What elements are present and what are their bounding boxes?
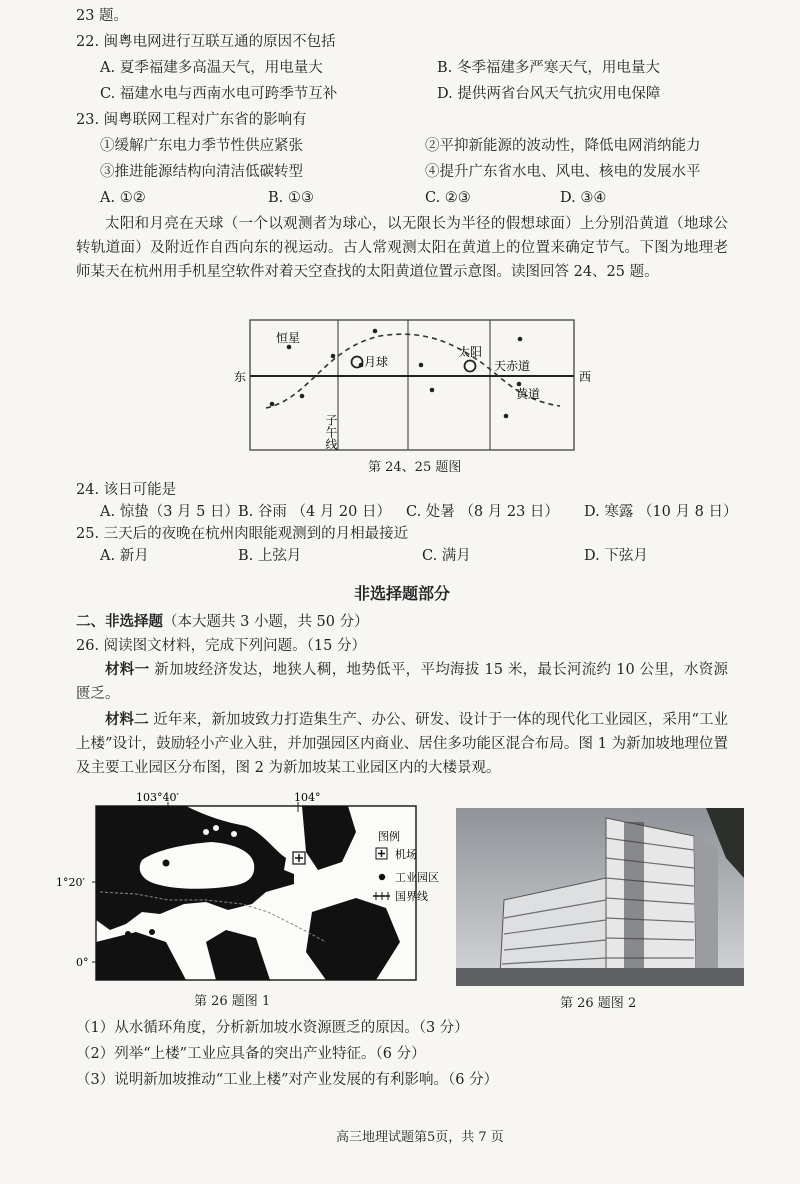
building-illustration — [456, 808, 744, 986]
legend-airport-label: 机场 — [395, 848, 417, 861]
industrial-park-point — [125, 931, 131, 937]
material-1-text: 新加坡经济发达，地狭人稠，地势低平，平均海拔 15 米，最长河流约 10 公里，水资源匮乏。 — [76, 662, 729, 702]
q23-statement-4: ④提升广东省水电、风电、核电的发展水平 — [425, 164, 701, 180]
section2-note: （本大题共 3 小题，共 50 分） — [163, 614, 369, 630]
q23-option-b: B. ①③ — [268, 190, 314, 206]
figure-24-25-caption: 第 24、25 题图 — [368, 460, 462, 475]
industrial-park-point — [149, 929, 155, 935]
star-point — [287, 345, 292, 350]
star-point — [270, 402, 275, 407]
section2-heading: 二、非选择题 — [76, 613, 163, 630]
industrial-park-point — [203, 829, 210, 836]
material-2-label: 材料二 — [105, 711, 149, 728]
star-point — [331, 354, 336, 359]
q26-sub-2: （2）列举“上楼”工业应具备的突出产业特征。（6 分） — [76, 1046, 426, 1062]
ecliptic-diagram — [220, 318, 600, 458]
q22-stem: 22. 闽粤电网进行互联互通的原因不包括 — [76, 34, 336, 50]
q25-option-d: D. 下弦月 — [584, 548, 648, 564]
q23-option-c: C. ②③ — [425, 190, 471, 206]
industrial-park-point — [251, 843, 258, 850]
q22-option-c: C. 福建水电与西南水电可跨季节互补 — [100, 86, 338, 102]
legend-title: 图例 — [378, 830, 400, 843]
q23-statement-3: ③推进能源结构向清洁低碳转型 — [100, 164, 303, 180]
industrial-park-point — [267, 875, 274, 882]
lat-label-2: 0° — [76, 956, 89, 969]
carryover-text: 23 题。 — [76, 8, 129, 24]
section-title: 非选择题部分 — [354, 584, 451, 603]
q23-stem: 23. 闽粤联网工程对广东省的影响有 — [76, 112, 307, 128]
material-1 — [76, 658, 728, 706]
q25-option-c: C. 满月 — [422, 548, 471, 564]
q24-option-c: C. 处暑 （8 月 23 日） — [406, 504, 559, 520]
q25-stem: 25. 三天后的夜晚在杭州肉眼能观测到的月相最接近 — [76, 526, 409, 542]
map-caption: 第 26 题图 1 — [194, 994, 271, 1009]
star-label: 恒星 — [276, 331, 301, 345]
sun-icon — [465, 361, 476, 372]
industrial-park-point — [231, 831, 238, 838]
q25-option-b: B. 上弦月 — [238, 548, 302, 564]
q22-option-b: B. 冬季福建多严寒天气，用电量大 — [437, 60, 660, 76]
material-2-text: 近年来，新加坡致力打造集生产、办公、研发、设计于一体的现代化工业园区，采用“工业上楼”设计，鼓励轻小产业入驻，并加强园区内商业、居住多功能区混合布局。图 1 为新加坡地理位置及主要工业园区分布图，图 2 为新加坡某工业园区内的大楼景观。 — [76, 712, 728, 776]
moon-label: 月球 — [364, 355, 389, 369]
singapore-map — [56, 792, 456, 992]
legend-park-icon — [379, 874, 385, 880]
star-point — [373, 329, 378, 334]
q22-option-a: A. 夏季福建多高温天气，用电量大 — [100, 60, 323, 76]
industrial-building-photo — [456, 808, 744, 986]
page-footer: 高三地理试题第5页，共 7 页 — [336, 1130, 504, 1145]
intro-paragraph-24-25: 太阳和月亮在天球（一个以观测者为球心，以无限长为半径的假想球面）上分别沿黄道（地球公转轨道面）及附近作自西向东的视运动。古人常观测太阳在黄道上的位置来确定节气。下图为地理老师某天在杭州用手机星空软件对着天空查找的太阳黄道位置示意图。读图回答 24、25 题。 — [76, 216, 728, 280]
west-label: 西 — [579, 370, 592, 384]
star-point — [517, 382, 522, 387]
section2-header — [76, 612, 369, 632]
q24-stem: 24. 该日可能是 — [76, 482, 177, 498]
lon-label-2: 104° — [294, 792, 321, 804]
q24-option-d: D. 寒露 （10 月 8 日） — [584, 504, 738, 520]
industrial-park-point — [163, 860, 170, 867]
q26-sub-1: （1）从水循环角度，分析新加坡水资源匮乏的原因。（3 分） — [76, 1020, 469, 1036]
meridian-label: 子午线 — [324, 414, 338, 450]
industrial-park-point — [259, 851, 266, 858]
star-point — [518, 337, 523, 342]
star-point — [430, 388, 435, 393]
q22-option-d: D. 提供两省台风天气抗灾用电保障 — [437, 86, 661, 102]
q23-option-d: D. ③④ — [560, 190, 607, 206]
legend-border-label: 国界线 — [395, 890, 428, 903]
q26-sub-3: （3）说明新加坡推动“工业上楼”对产业发展的有利影响。（6 分） — [76, 1072, 499, 1088]
material-1-label: 材料一 — [105, 661, 150, 678]
q24-option-b: B. 谷雨 （4 月 20 日） — [238, 504, 391, 520]
star-point — [419, 363, 424, 368]
q23-option-a: A. ①② — [100, 190, 146, 206]
star-point — [300, 394, 305, 399]
q25-option-a: A. 新月 — [100, 548, 149, 564]
equator-label: 天赤道 — [494, 359, 531, 373]
star-point — [504, 414, 509, 419]
q24-option-a: A. 惊蛰（3 月 5 日） — [100, 504, 239, 520]
ecliptic-label: 黄道 — [516, 387, 541, 401]
material-2 — [76, 708, 728, 780]
moon-icon — [352, 357, 363, 368]
lon-label-1: 103°40′ — [136, 792, 179, 804]
east-label: 东 — [234, 370, 247, 384]
q23-statement-2: ②平抑新能源的波动性，降低电网消纳能力 — [425, 138, 701, 154]
q26-stem: 26. 阅读图文材料，完成下列问题。（15 分） — [76, 638, 366, 654]
sun-label: 太阳 — [458, 345, 483, 359]
industrial-park-point — [213, 825, 220, 832]
lat-label-1: 1°20′ — [56, 876, 85, 889]
industrial-park-point — [123, 899, 129, 905]
photo-caption: 第 26 题图 2 — [560, 996, 637, 1011]
legend-park-label: 工业园区 — [395, 871, 439, 884]
q23-statement-1: ①缓解广东电力季节性供应紧张 — [100, 138, 303, 154]
